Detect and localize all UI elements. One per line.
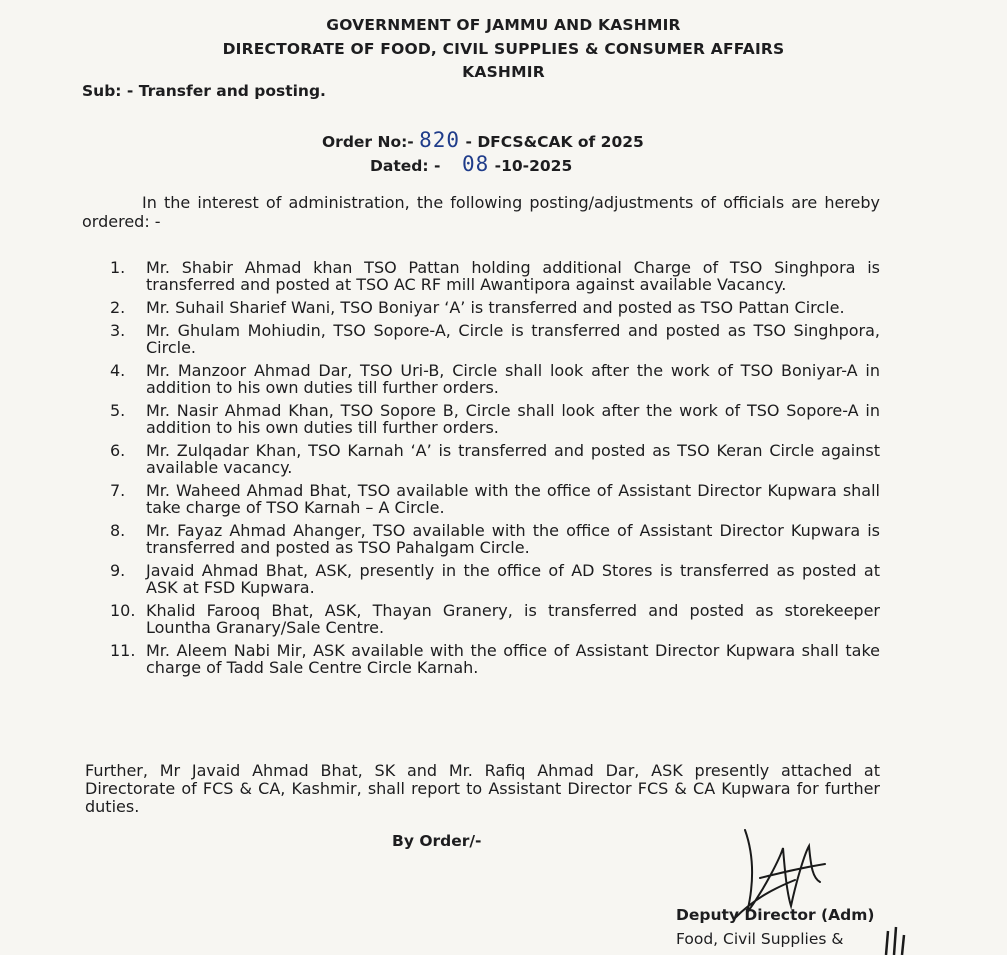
order-date-line xyxy=(370,152,572,176)
dated-suffix: -10-2025 xyxy=(494,157,573,175)
order-suffix: - DFCS&CAK of 2025 xyxy=(465,133,644,151)
order-item-number: 7. xyxy=(110,481,126,500)
order-item xyxy=(110,322,880,356)
order-item-number: 3. xyxy=(110,321,126,340)
by-order-label: By Order/- xyxy=(392,832,482,850)
order-item xyxy=(110,442,880,476)
order-item xyxy=(110,299,880,316)
order-item-text: Mr. Manzoor Ahmad Dar, TSO Uri-B, Circle shall look after the work of TSO Boniyar-A in addition to his own duties till further orders. xyxy=(146,361,880,397)
order-number-handwritten: 820 xyxy=(419,128,461,152)
order-item xyxy=(110,562,880,596)
header-government: GOVERNMENT OF JAMMU AND KASHMIR xyxy=(326,16,681,34)
order-item-text: Mr. Nasir Ahmad Khan, TSO Sopore B, Circle shall look after the work of TSO Sopore-A in addition to his own duties till further orders. xyxy=(146,401,880,437)
order-item-text: Mr. Ghulam Mohiudin, TSO Sopore-A, Circle is transferred and posted as TSO Singhpora, Circle. xyxy=(146,321,880,357)
order-item-text: Khalid Farooq Bhat, ASK, Thayan Granery, is transferred and posted as storekeeper Lountha Granary/Sale Centre. xyxy=(146,601,880,637)
order-item-number: 9. xyxy=(110,561,126,580)
order-prefix: Order No:- xyxy=(322,133,414,151)
intro-paragraph: In the interest of administration, the following posting/adjustments of officials are hereby ordered: - xyxy=(82,193,880,231)
order-item-text: Mr. Suhail Sharief Wani, TSO Boniyar ‘A’ is transferred and posted as TSO Pattan Circle. xyxy=(146,298,845,317)
order-item xyxy=(110,362,880,396)
order-item-text: Mr. Aleem Nabi Mir, ASK available with the office of Assistant Director Kupwara shall take charge of Tadd Sale Centre Circle Karnah. xyxy=(146,641,880,677)
order-item-text: Mr. Shabir Ahmad khan TSO Pattan holding additional Charge of TSO Singhpora is transferred and posted at TSO AC RF mill Awantipora against available Vacancy. xyxy=(146,258,880,294)
order-item xyxy=(110,642,880,676)
stamp-mark-icon xyxy=(880,925,920,955)
order-item-number: 8. xyxy=(110,521,126,540)
further-paragraph: Further, Mr Javaid Ahmad Bhat, SK and Mr. Rafiq Ahmad Dar, ASK presently attached at Directorate of FCS & CA, Kashmir, shall report to Assistant Director FCS & CA Kupwara for further duties. xyxy=(85,761,880,816)
order-item xyxy=(110,602,880,636)
subject-line: Sub: - Transfer and posting. xyxy=(82,82,326,100)
order-item-number: 6. xyxy=(110,441,126,460)
header-directorate: DIRECTORATE OF FOOD, CIVIL SUPPLIES & CONSUMER AFFAIRS xyxy=(222,40,785,58)
order-item-number: 4. xyxy=(110,361,126,380)
dated-prefix: Dated: - xyxy=(370,157,441,175)
order-item-number: 5. xyxy=(110,401,126,420)
order-item-number: 1. xyxy=(110,258,126,277)
order-item-text: Javaid Ahmad Bhat, ASK, presently in the office of AD Stores is transferred as posted at ASK at FSD Kupwara. xyxy=(146,561,880,597)
header-region: KASHMIR xyxy=(462,63,545,81)
order-item-number: 11. xyxy=(110,641,136,660)
order-items-list xyxy=(110,259,880,682)
order-item-number: 10. xyxy=(110,601,136,620)
order-item-text: Mr. Waheed Ahmad Bhat, TSO available with the office of Assistant Director Kupwara shall take charge of TSO Karnah – A Circle. xyxy=(146,481,880,517)
order-item-text: Mr. Zulqadar Khan, TSO Karnah ‘A’ is transferred and posted as TSO Keran Circle against available vacancy. xyxy=(146,441,880,477)
order-number-line xyxy=(322,128,644,152)
order-item xyxy=(110,402,880,436)
signatory-department: Food, Civil Supplies & xyxy=(676,930,844,948)
order-item-text: Mr. Fayaz Ahmad Ahanger, TSO available with the office of Assistant Director Kupwara is transferred and posted as TSO Pahalgam Circle. xyxy=(146,521,880,557)
order-item xyxy=(110,522,880,556)
signatory-designation: Deputy Director (Adm) xyxy=(676,906,875,924)
order-item xyxy=(110,482,880,516)
date-day-handwritten: 08 xyxy=(461,152,490,176)
order-item xyxy=(110,259,880,293)
order-item-number: 2. xyxy=(110,298,126,317)
